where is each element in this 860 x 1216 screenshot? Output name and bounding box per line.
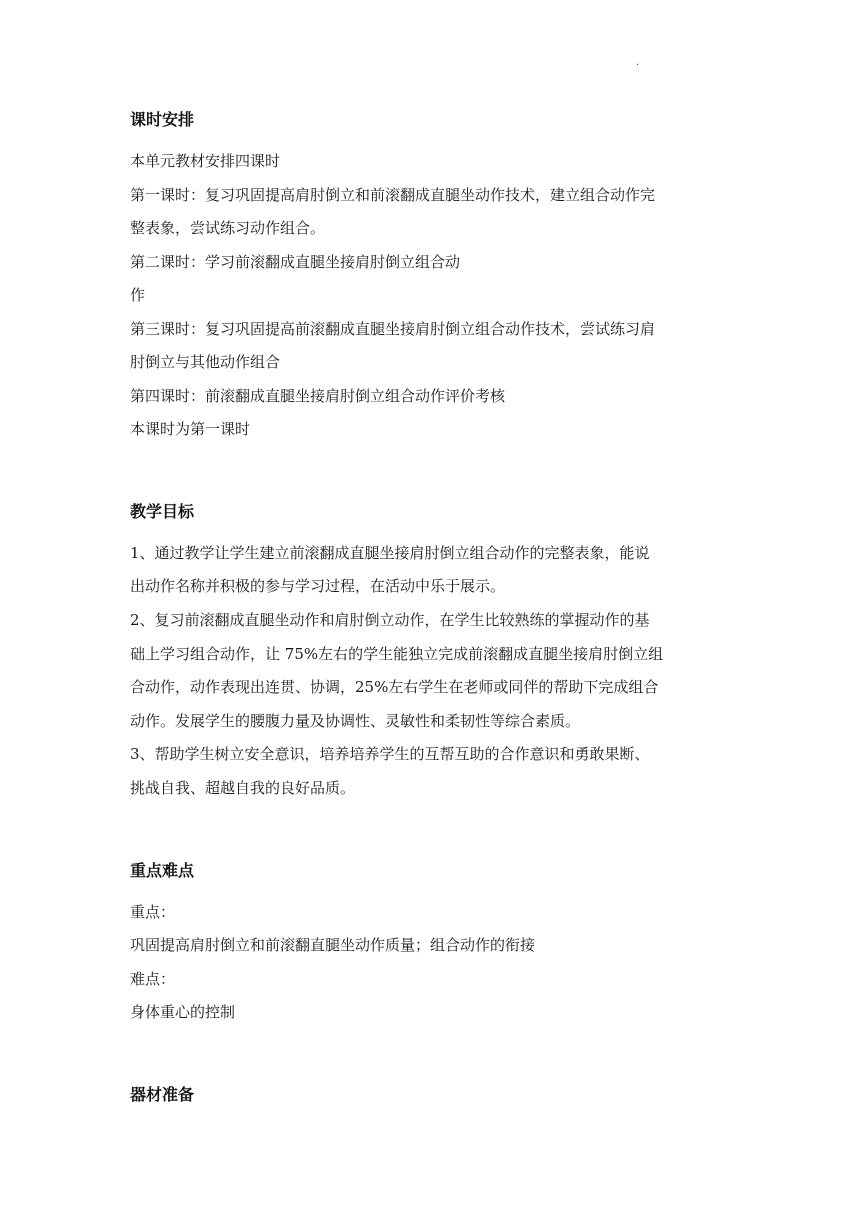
schedule-line: 本单元教材安排四课时 — [130, 152, 281, 170]
section-title-schedule: 课时安排 — [130, 110, 195, 129]
schedule-line: 第一课时：复习巩固提高肩肘倒立和前滚翻成直腿坐动作技术，建立组合动作完 — [130, 186, 656, 204]
goals-line: 出动作名称并积极的参与学习过程，在活动中乐于展示。 — [130, 577, 506, 595]
keypoints-line: 难点： — [130, 970, 176, 988]
goals-line: 动作。发展学生的腰腹力量及协调性、灵敏性和柔韧性等综合素质。 — [130, 712, 581, 730]
goals-line: 2、复习前滚翻成直腿坐动作和肩肘倒立动作，在学生比较熟练的掌握动作的基 — [130, 611, 650, 629]
goals-line: 1、通过教学让学生建立前滚翻成直腿坐接肩肘倒立组合动作的完整表象，能说 — [130, 544, 650, 562]
page-mark: . — [636, 57, 640, 68]
keypoints-line: 重点： — [130, 903, 176, 921]
keypoints-line: 巩固提高肩肘倒立和前滚翻直腿坐动作质量；组合动作的衔接 — [130, 936, 536, 954]
goals-line: 挑战自我、超越自我的良好品质。 — [130, 779, 356, 797]
schedule-line: 作 — [130, 286, 146, 304]
section-title-equipment: 器材准备 — [130, 1085, 195, 1104]
schedule-line: 整表象，尝试练习动作组合。 — [130, 219, 326, 237]
schedule-line: 本课时为第一课时 — [130, 420, 251, 438]
goals-line: 础上学习组合动作，让 75%左右的学生能独立完成前滚翻成直腿坐接肩肘倒立组 — [130, 645, 664, 663]
keypoints-line: 身体重心的控制 — [130, 1003, 236, 1021]
schedule-line: 第四课时：前滚翻成直腿坐接肩肘倒立组合动作评价考核 — [130, 387, 506, 405]
section-title-goals: 教学目标 — [130, 502, 195, 521]
schedule-line: 第三课时：复习巩固提高前滚翻成直腿坐接肩肘倒立组合动作技术，尝试练习肩 — [130, 320, 656, 338]
schedule-line: 肘倒立与其他动作组合 — [130, 353, 281, 371]
goals-line: 3、帮助学生树立安全意识，培养培养学生的互帮互助的合作意识和勇敢果断、 — [130, 745, 650, 763]
section-title-keypoints: 重点难点 — [130, 861, 195, 880]
schedule-line: 第二课时：学习前滚翻成直腿坐接肩肘倒立组合动 — [130, 253, 461, 271]
goals-line: 合动作，动作表现出连贯、协调，25%左右学生在老师或同伴的帮助下完成组合 — [130, 678, 659, 696]
